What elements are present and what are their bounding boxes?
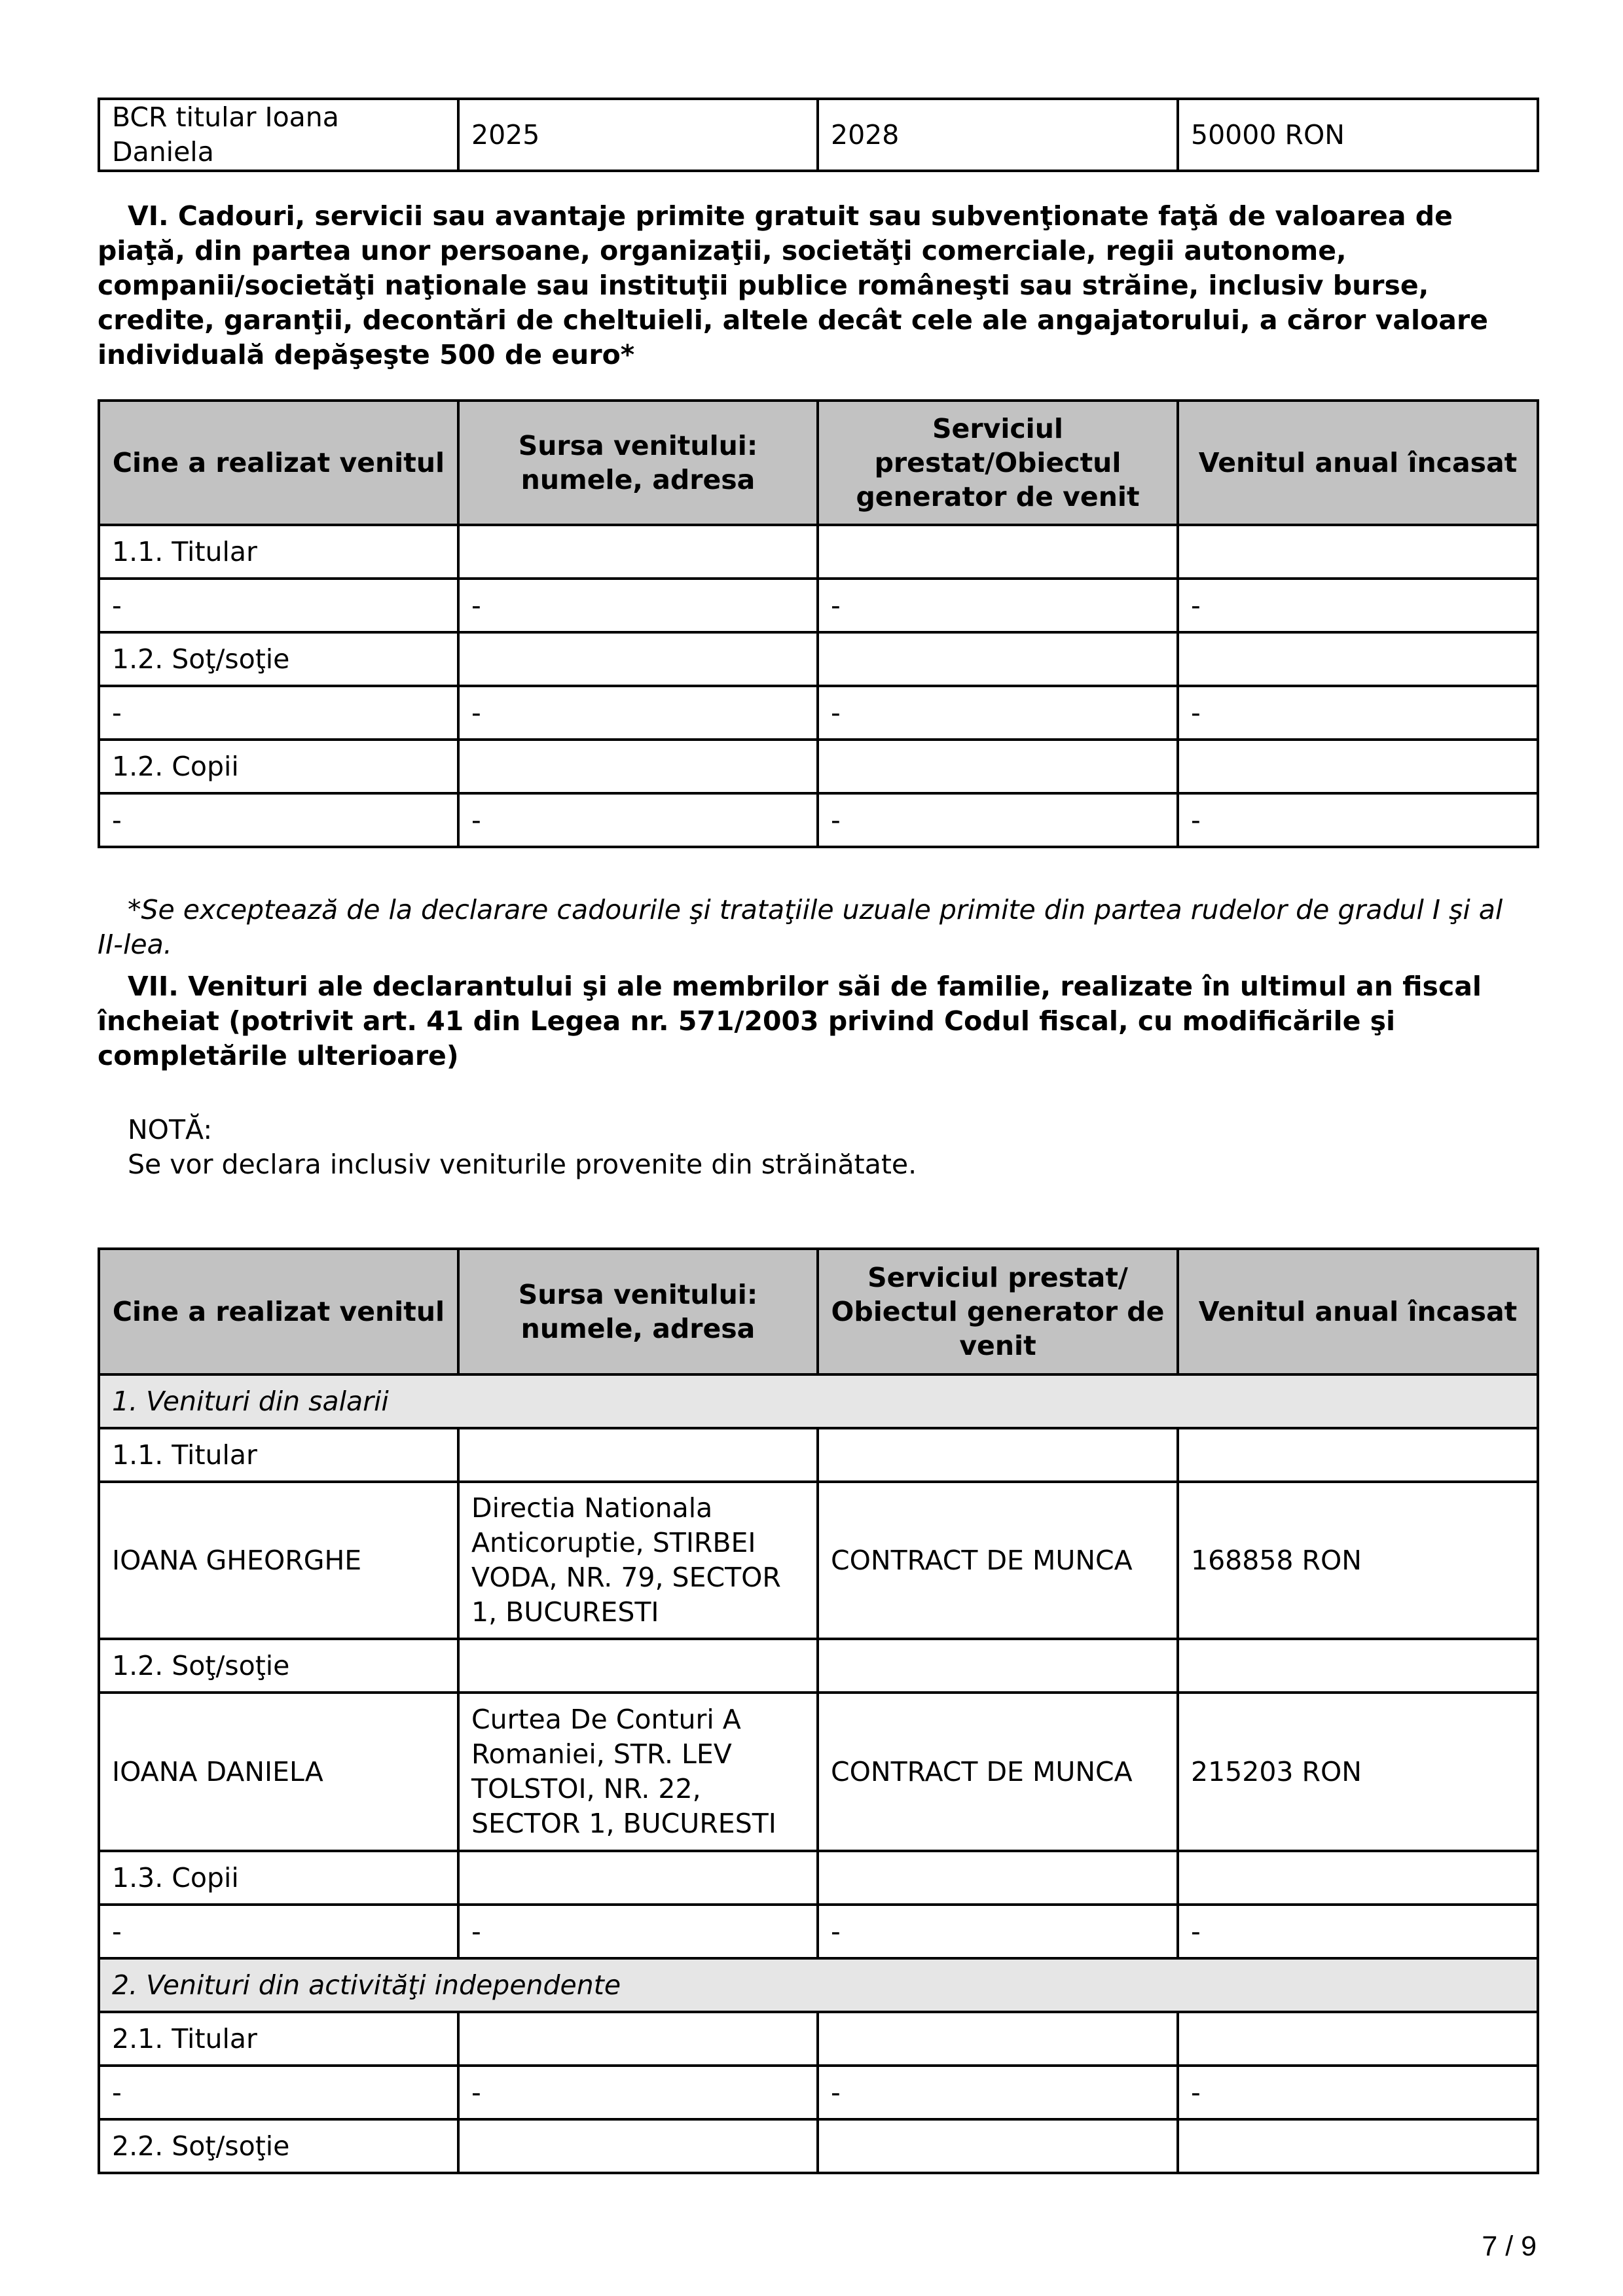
table-row xyxy=(99,1693,1538,1851)
table-row xyxy=(99,686,1538,740)
column-header: Sursa venitului: numele, adresa xyxy=(458,401,818,525)
table-cell: 2028 xyxy=(818,99,1178,171)
table-cell xyxy=(818,2012,1178,2066)
page-number: 7 / 9 xyxy=(1482,2231,1537,2262)
table-cell xyxy=(1178,1851,1538,1905)
table-cell xyxy=(458,740,818,793)
gifts-table xyxy=(98,399,1539,848)
table-cell: Curtea De Conturi A Romaniei, STR. LEV TOLSTOI, NR. 22, SECTOR 1, BUCURESTI xyxy=(458,1693,818,1851)
table-cell: - xyxy=(458,793,818,847)
table-cell xyxy=(818,740,1178,793)
table-row xyxy=(99,99,1538,171)
table-cell xyxy=(1178,1428,1538,1482)
table-row xyxy=(99,579,1538,632)
table-cell: - xyxy=(99,1905,458,1958)
table-row xyxy=(99,1639,1538,1693)
table-cell: IOANA DANIELA xyxy=(99,1693,458,1851)
table-cell: 1.3. Copii xyxy=(99,1851,458,1905)
table-cell: - xyxy=(99,579,458,632)
table-cell: - xyxy=(458,1905,818,1958)
table-cell: - xyxy=(1178,1905,1538,1958)
column-header: Cine a realizat venitul xyxy=(99,1249,458,1374)
column-header: Cine a realizat venitul xyxy=(99,401,458,525)
table-cell: - xyxy=(1178,579,1538,632)
table-cell: Directia Nationala Anticoruptie, STIRBEI VODA, NR. 79, SECTOR 1, BUCURESTI xyxy=(458,1482,818,1639)
table-cell: CONTRACT DE MUNCA xyxy=(818,1482,1178,1639)
table-cell: - xyxy=(1178,793,1538,847)
table-cell: - xyxy=(458,579,818,632)
table-cell: - xyxy=(818,2066,1178,2119)
table-row xyxy=(99,740,1538,793)
table-row xyxy=(99,2012,1538,2066)
table-header-row xyxy=(99,401,1538,525)
table-cell: 1.2. Copii xyxy=(99,740,458,793)
gifts-footnote: *Se exceptează de la declarare cadourile şi trataţiile uzuale primite din partea rudelor de gradul I şi al II-lea. xyxy=(98,894,1503,960)
table-cell: - xyxy=(818,579,1178,632)
table-cell xyxy=(1178,1639,1538,1693)
table-row xyxy=(99,2119,1538,2173)
table-cell xyxy=(458,2119,818,2173)
table-cell: 1.2. Soţ/soţie xyxy=(99,632,458,686)
table-cell: CONTRACT DE MUNCA xyxy=(818,1693,1178,1851)
table-cell xyxy=(818,1639,1178,1693)
table-cell xyxy=(458,1639,818,1693)
table-cell: 1.1. Titular xyxy=(99,1428,458,1482)
table-cell: - xyxy=(1178,2066,1538,2119)
table-cell: 1.2. Soţ/soţie xyxy=(99,1639,458,1693)
table-cell: - xyxy=(99,2066,458,2119)
table-row xyxy=(99,1905,1538,1958)
table-cell xyxy=(818,1428,1178,1482)
section-row xyxy=(99,1958,1538,2012)
table-row xyxy=(99,793,1538,847)
income-table xyxy=(98,1247,1539,2174)
table-row xyxy=(99,2066,1538,2119)
table-cell xyxy=(1178,525,1538,579)
table-cell: 2.1. Titular xyxy=(99,2012,458,2066)
table-cell xyxy=(1178,740,1538,793)
table-row xyxy=(99,1482,1538,1639)
column-header: Sursa venitului: numele, adresa xyxy=(458,1249,818,1374)
table-cell: - xyxy=(818,793,1178,847)
note-label: NOTĂ: xyxy=(128,1114,213,1145)
table-cell xyxy=(458,632,818,686)
section-row xyxy=(99,1374,1538,1428)
table-cell: - xyxy=(99,793,458,847)
table-row xyxy=(99,1428,1538,1482)
table-row xyxy=(99,1851,1538,1905)
table-cell: - xyxy=(818,686,1178,740)
table-cell: 50000 RON xyxy=(1178,99,1538,171)
table-cell: 2025 xyxy=(458,99,818,171)
section-7-heading: VII. Venituri ale declarantului şi ale membrilor săi de familie, realizate în ultimul an fiscal încheiat (potrivit art. 41 din Legea nr. 571/2003 privind Codul fiscal, cu modificările şi completările ulterioare) xyxy=(98,971,1482,1071)
debts-table-continuation xyxy=(98,98,1539,172)
table-cell: IOANA GHEORGHE xyxy=(99,1482,458,1639)
table-cell: 168858 RON xyxy=(1178,1482,1538,1639)
table-cell xyxy=(458,1851,818,1905)
table-cell xyxy=(1178,2012,1538,2066)
table-header-row xyxy=(99,1249,1538,1374)
table-cell: - xyxy=(458,2066,818,2119)
table-cell xyxy=(818,2119,1178,2173)
table-cell: 1.1. Titular xyxy=(99,525,458,579)
table-cell: 2.2. Soţ/soţie xyxy=(99,2119,458,2173)
column-header: Serviciul prestat/ Obiectul generator de venit xyxy=(818,1249,1178,1374)
table-cell: 215203 RON xyxy=(1178,1693,1538,1851)
note-text: Se vor declara inclusiv veniturile provenite din străinătate. xyxy=(128,1149,917,1180)
table-cell xyxy=(458,525,818,579)
table-cell: - xyxy=(99,686,458,740)
table-cell: BCR titular Ioana Daniela xyxy=(99,99,458,171)
section-6-heading: VI. Cadouri, servicii sau avantaje primite gratuit sau subvenţionate faţă de valoarea de piaţă, din partea unor persoane, organizaţii, societăţi comerciale, regii autonome, companii/societăţi naţionale sau instituţii publice româneşti sau străine, inclusiv burse, credite, garanţii, decontări de cheltuieli, altele decât cele ale angajatorului, a căror valoare individuală depăşeşte 500 de euro* xyxy=(98,200,1488,370)
table-row xyxy=(99,525,1538,579)
table-cell xyxy=(818,1851,1178,1905)
table-cell xyxy=(818,525,1178,579)
table-cell: - xyxy=(1178,686,1538,740)
column-header: Serviciul prestat/Obiectul generator de venit xyxy=(818,401,1178,525)
table-row xyxy=(99,632,1538,686)
column-header: Venitul anual încasat xyxy=(1178,1249,1538,1374)
table-cell xyxy=(818,632,1178,686)
section-label: 1. Venituri din salarii xyxy=(99,1374,1538,1428)
table-cell xyxy=(1178,2119,1538,2173)
table-cell xyxy=(458,2012,818,2066)
table-cell: - xyxy=(818,1905,1178,1958)
table-cell xyxy=(458,1428,818,1482)
column-header: Venitul anual încasat xyxy=(1178,401,1538,525)
section-label: 2. Venituri din activităţi independente xyxy=(99,1958,1538,2012)
table-cell xyxy=(1178,632,1538,686)
table-cell: - xyxy=(458,686,818,740)
